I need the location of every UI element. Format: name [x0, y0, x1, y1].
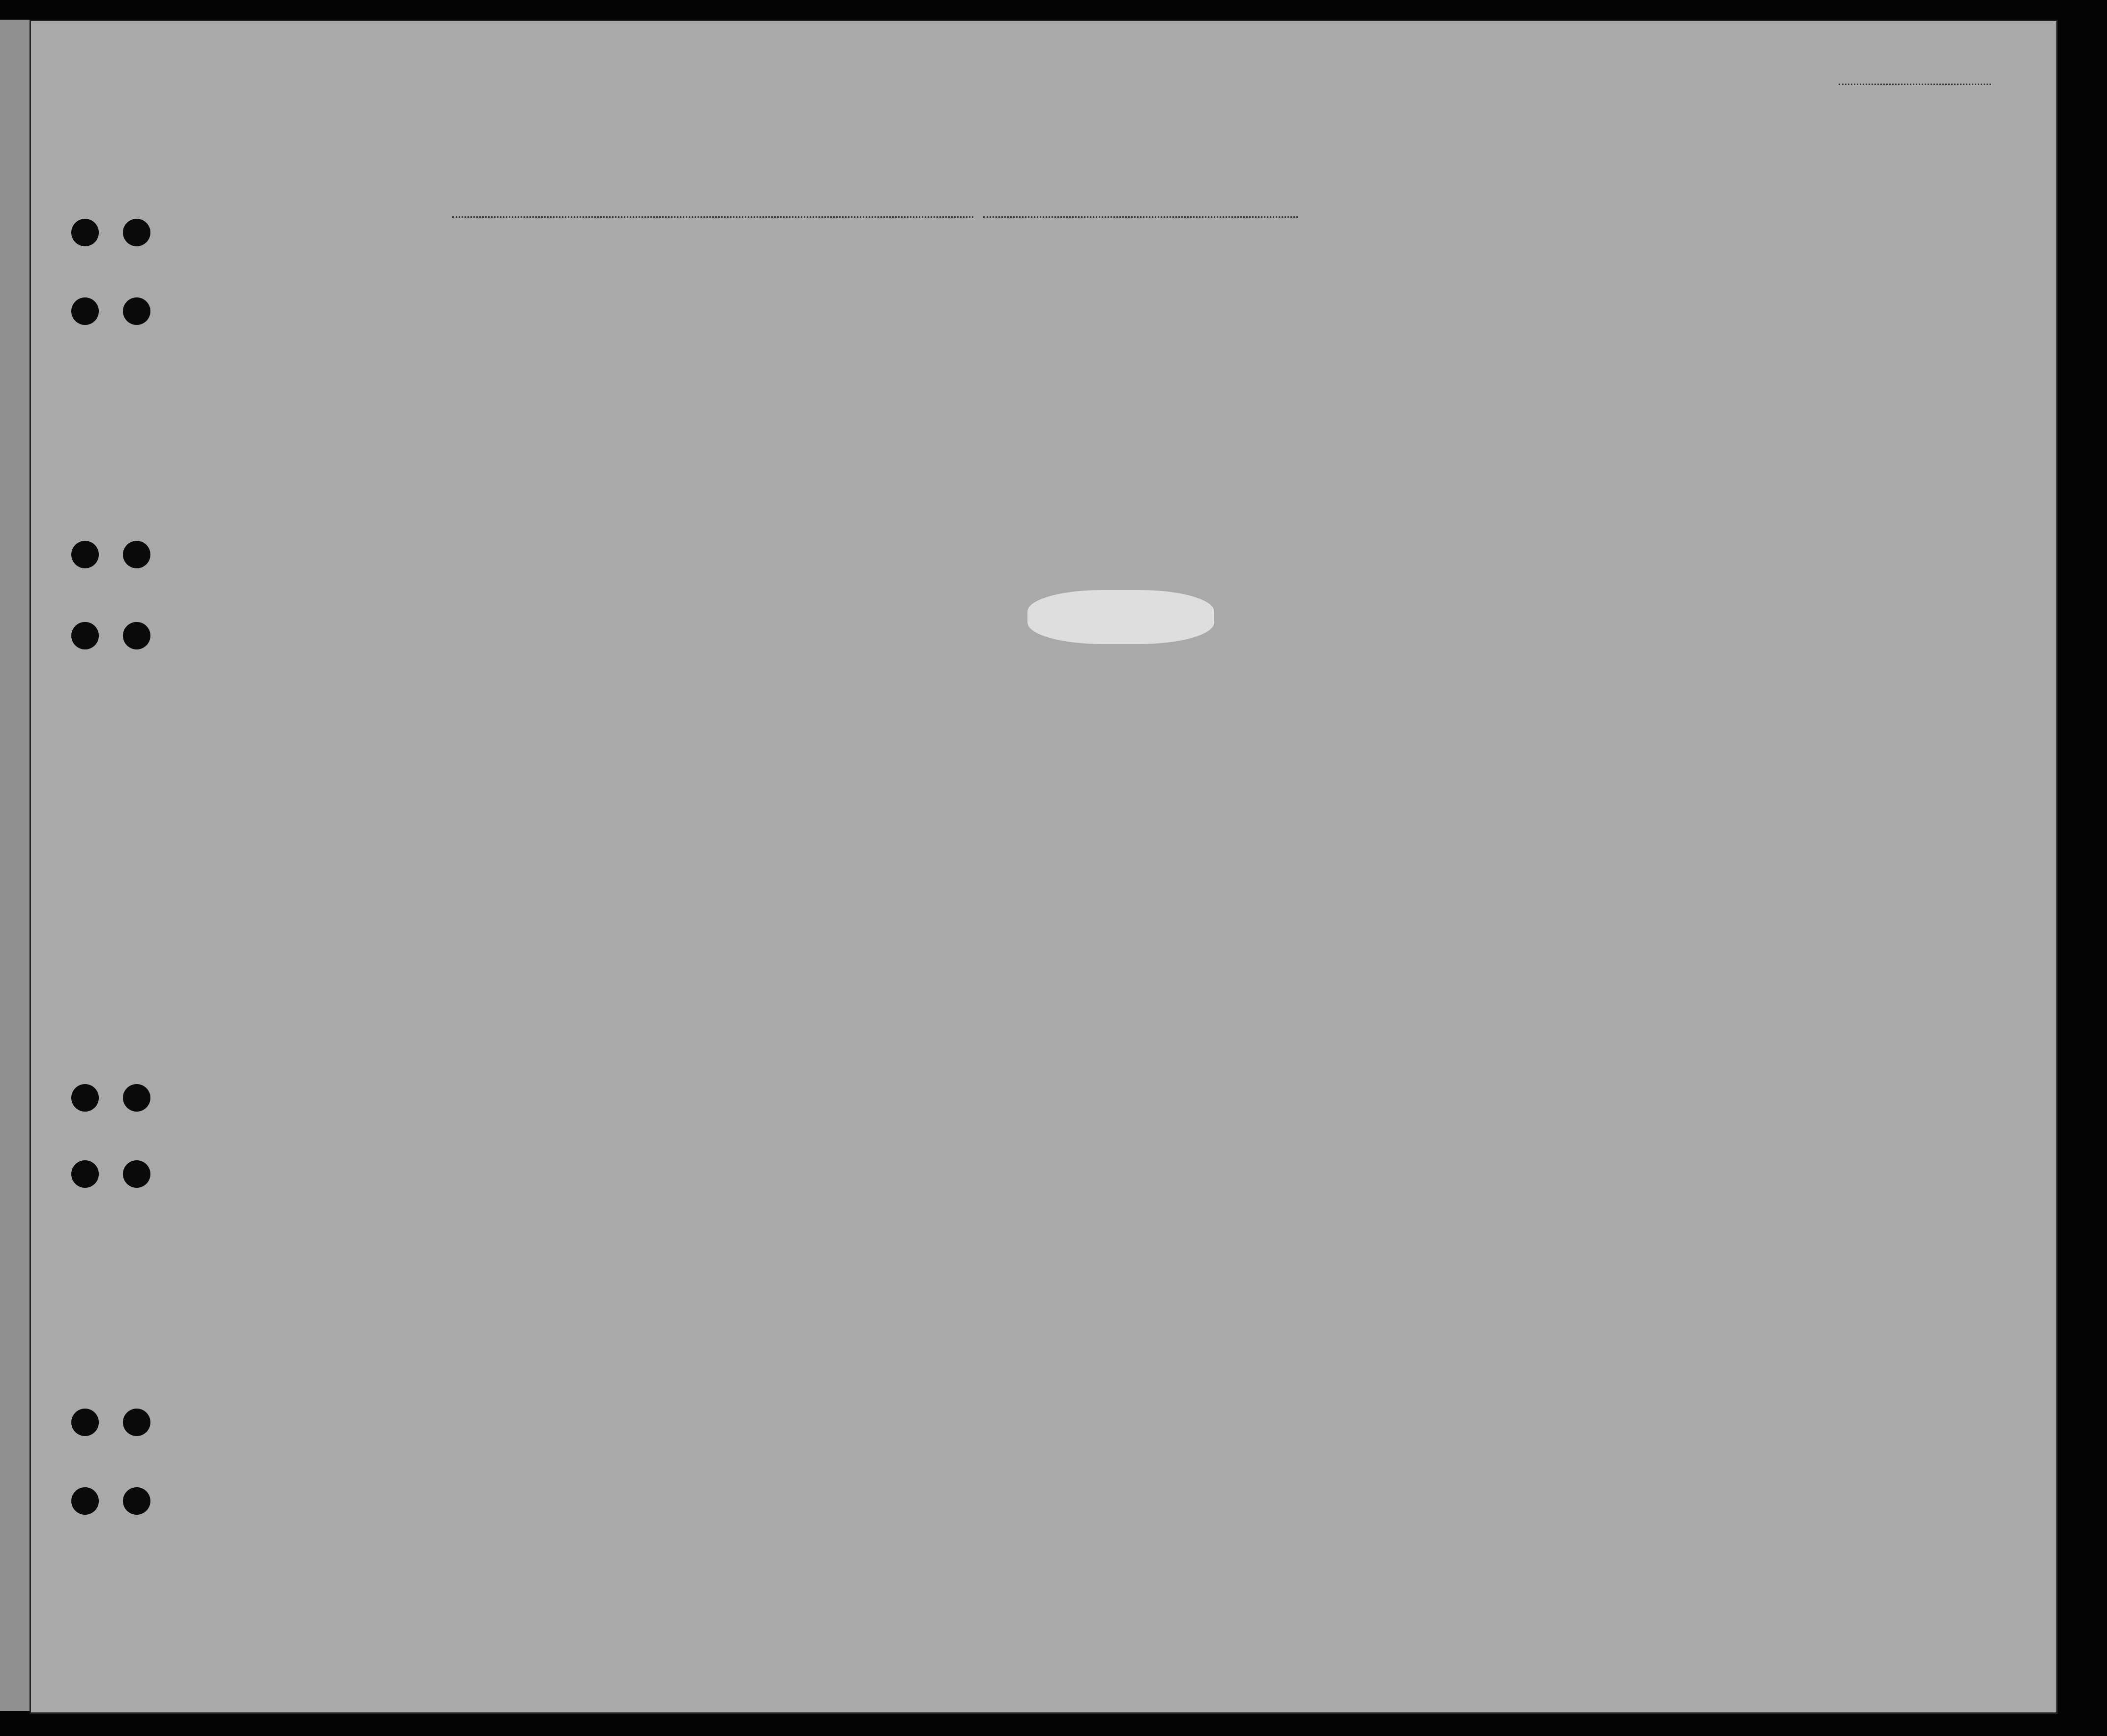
paper-stain — [1027, 590, 1214, 644]
